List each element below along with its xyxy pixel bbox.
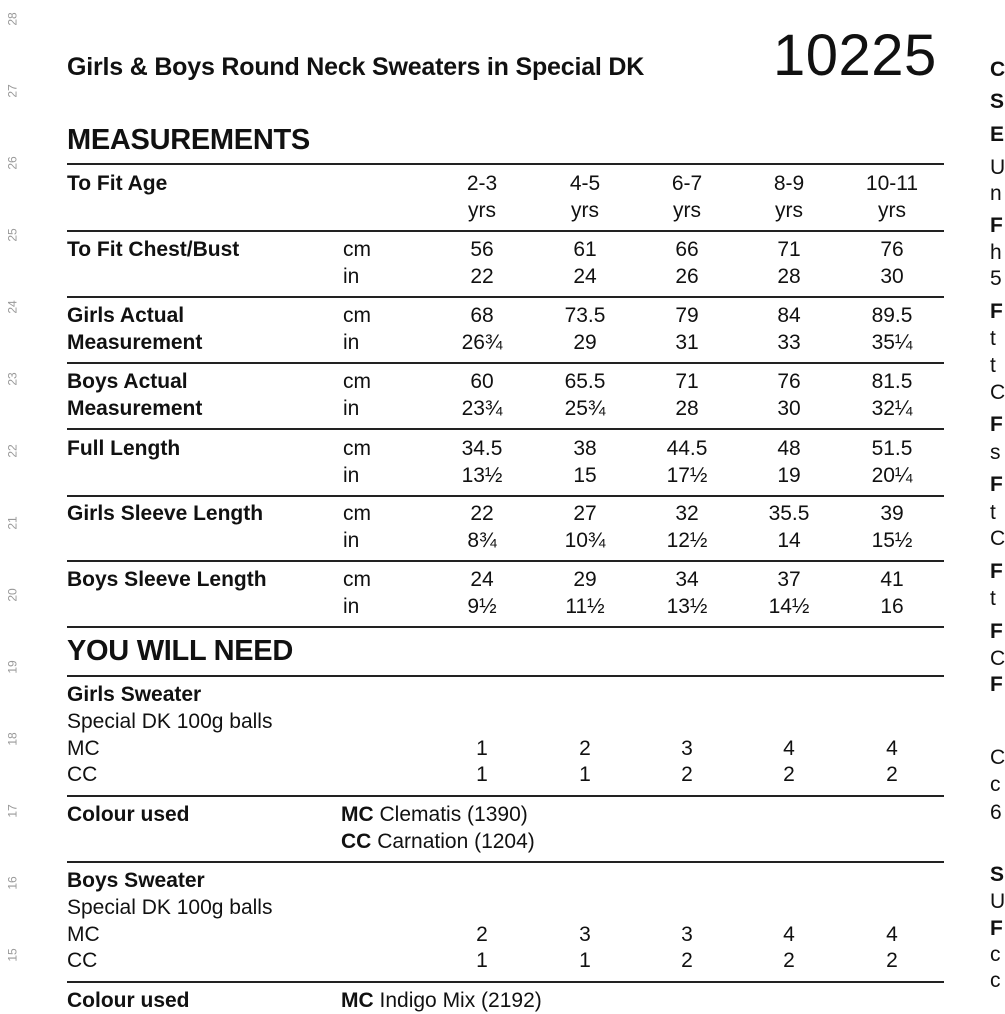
pattern-title: Girls & Boys Round Neck Sweaters in Special DK	[67, 53, 645, 81]
right-column-letter: C	[990, 746, 1005, 769]
cc-quantity: 2	[681, 949, 693, 972]
unit-in: in	[343, 464, 360, 487]
right-column-letter: S	[990, 863, 1005, 886]
ruler-label: 20	[5, 588, 20, 602]
right-column-letter: c	[990, 773, 1001, 796]
row-label: Measurement	[67, 397, 203, 420]
right-column-letter: S	[990, 90, 1005, 113]
divider	[67, 981, 944, 983]
cc-colour-name: Carnation (1204)	[377, 830, 535, 853]
cc-quantity: 1	[476, 949, 488, 972]
divider	[67, 495, 944, 497]
in-value: 8¾	[467, 529, 497, 552]
cm-value: 76	[880, 238, 904, 261]
right-column-letter: n	[990, 182, 1002, 205]
in-value: 15½	[871, 529, 913, 552]
cc-quantity: 2	[681, 763, 693, 786]
mc-quantity: 2	[579, 737, 591, 760]
girls-colour-label: Colour used	[67, 803, 190, 826]
right-column-letter: t	[990, 587, 996, 610]
right-column-letter: c	[990, 969, 1001, 992]
mc-quantity: 4	[886, 737, 898, 760]
age-value: 6-7	[671, 172, 703, 195]
ruler-label: 19	[5, 660, 20, 674]
mc-quantity: 1	[476, 737, 488, 760]
ruler-label: 26	[5, 156, 20, 170]
right-column-letter: t	[990, 354, 996, 377]
girls-mc-colour	[341, 802, 528, 828]
mc-quantity: 3	[681, 737, 693, 760]
row-label: To Fit Chest/Bust	[67, 238, 240, 261]
row-label: Girls Actual	[67, 304, 185, 327]
cm-value: 73.5	[564, 304, 606, 327]
in-value: 31	[675, 331, 699, 354]
unit-cm: cm	[343, 304, 371, 327]
in-value: 25¾	[564, 397, 606, 420]
cm-value: 44.5	[666, 437, 708, 460]
in-value: 12½	[666, 529, 708, 552]
in-value: 14½	[768, 595, 810, 618]
right-column-letter: s	[990, 441, 1001, 464]
cc-quantity: 2	[886, 949, 898, 972]
age-value: 10-11	[865, 172, 919, 195]
cm-value: 37	[777, 568, 801, 591]
right-column-letter: C	[990, 58, 1005, 81]
ruler-label: 15	[5, 948, 20, 962]
divider	[67, 626, 944, 628]
girls-mc-label: MC	[67, 737, 100, 760]
mc-colour-name: Clematis (1390)	[379, 803, 528, 826]
boys-cc-label: CC	[67, 949, 98, 972]
cc-quantity: 1	[476, 763, 488, 786]
mc-colour-name: Indigo Mix (2192)	[379, 989, 542, 1012]
right-column-letter: t	[990, 501, 996, 524]
boys-colour-label: Colour used	[67, 989, 190, 1012]
in-value: 33	[777, 331, 801, 354]
cc-quantity: 1	[579, 949, 591, 972]
unit-cm: cm	[343, 502, 371, 525]
pattern-number: 10225	[773, 23, 937, 88]
age-value: 8-9	[773, 172, 805, 195]
in-value: 35¼	[871, 331, 913, 354]
mc-quantity: 3	[579, 923, 591, 946]
girls-yarn: Special DK 100g balls	[67, 710, 273, 733]
cm-value: 32	[675, 502, 699, 525]
cc-quantity: 2	[783, 763, 795, 786]
divider	[67, 560, 944, 562]
in-value: 9½	[467, 595, 497, 618]
divider	[67, 362, 944, 364]
unit-cm: cm	[343, 370, 371, 393]
cm-value: 66	[675, 238, 699, 261]
cm-value: 56	[470, 238, 494, 261]
mc-quantity: 4	[886, 923, 898, 946]
right-column-letter: 5	[990, 267, 1002, 290]
cm-value: 29	[573, 568, 597, 591]
divider	[67, 230, 944, 232]
mc-quantity: 3	[681, 923, 693, 946]
girls-sweater-title: Girls Sweater	[67, 683, 202, 706]
unit-cm: cm	[343, 238, 371, 261]
divider	[67, 296, 944, 298]
cm-value: 34.5	[461, 437, 503, 460]
cm-value: 38	[573, 437, 597, 460]
right-column-letter: t	[990, 327, 996, 350]
boys-sweater-title: Boys Sweater	[67, 869, 205, 892]
in-value: 14	[777, 529, 801, 552]
mc-code: MC	[341, 803, 374, 826]
row-label: Measurement	[67, 331, 203, 354]
in-value: 28	[777, 265, 801, 288]
cm-value: 61	[573, 238, 597, 261]
cm-value: 76	[777, 370, 801, 393]
age-value: 4-5	[569, 172, 601, 195]
girls-cc-label: CC	[67, 763, 98, 786]
unit-in: in	[343, 331, 360, 354]
in-value: 11½	[565, 595, 605, 618]
cm-value: 34	[675, 568, 699, 591]
right-column-letter: F	[990, 673, 1003, 696]
in-value: 13½	[666, 595, 708, 618]
in-value: 22	[470, 265, 494, 288]
ruler-label: 18	[5, 732, 20, 746]
cc-quantity: 1	[579, 763, 591, 786]
right-column-letter: F	[990, 413, 1003, 436]
in-value: 26¾	[461, 331, 503, 354]
cm-value: 79	[675, 304, 699, 327]
right-column-letter: C	[990, 527, 1005, 550]
mc-quantity: 4	[783, 737, 795, 760]
mc-quantity: 2	[476, 923, 488, 946]
row-label: Girls Sleeve Length	[67, 502, 264, 525]
cm-value: 41	[880, 568, 904, 591]
in-value: 23¾	[461, 397, 503, 420]
in-value: 30	[880, 265, 904, 288]
ruler-label: 17	[5, 804, 20, 818]
right-column-letter: U	[990, 156, 1005, 179]
unit-in: in	[343, 529, 360, 552]
page-ruler	[0, 0, 34, 1000]
unit-in: in	[343, 265, 360, 288]
in-value: 24	[573, 265, 597, 288]
cm-value: 27	[573, 502, 597, 525]
ruler-label: 23	[5, 372, 20, 386]
divider	[67, 861, 944, 863]
cm-value: 60	[470, 370, 494, 393]
right-column-letter: F	[990, 917, 1003, 940]
age-unit: yrs	[878, 199, 906, 222]
right-column-letter: c	[990, 943, 1001, 966]
right-column-letter: 6	[990, 801, 1002, 824]
divider	[67, 163, 944, 165]
in-value: 26	[675, 265, 699, 288]
right-column-letter: F	[990, 300, 1003, 323]
cc-quantity: 2	[886, 763, 898, 786]
ruler-label: 25	[5, 228, 20, 242]
boys-mc-label: MC	[67, 923, 100, 946]
divider	[67, 675, 944, 677]
cm-value: 48	[777, 437, 801, 460]
right-column-letter: h	[990, 241, 1002, 264]
age-unit: yrs	[775, 199, 803, 222]
in-value: 15	[573, 464, 597, 487]
unit-in: in	[343, 397, 360, 420]
divider	[67, 428, 944, 430]
age-unit: yrs	[673, 199, 701, 222]
age-label: To Fit Age	[67, 172, 168, 195]
age-unit: yrs	[571, 199, 599, 222]
row-label: Full Length	[67, 437, 181, 460]
ruler-label: 28	[5, 12, 20, 26]
ruler-label: 22	[5, 444, 20, 458]
mc-code: MC	[341, 989, 374, 1012]
in-value: 32¼	[871, 397, 913, 420]
cm-value: 71	[675, 370, 699, 393]
in-value: 29	[573, 331, 597, 354]
ruler-label: 24	[5, 300, 20, 314]
in-value: 16	[880, 595, 904, 618]
cm-value: 24	[470, 568, 494, 591]
unit-in: in	[343, 595, 360, 618]
right-column-letter: C	[990, 381, 1005, 404]
in-value: 30	[777, 397, 801, 420]
right-column-letter: F	[990, 214, 1003, 237]
age-unit: yrs	[468, 199, 496, 222]
right-column-letter: F	[990, 473, 1003, 496]
right-column-letter: C	[990, 647, 1005, 670]
cm-value: 35.5	[768, 502, 810, 525]
mc-quantity: 4	[783, 923, 795, 946]
row-label: Boys Actual	[67, 370, 188, 393]
unit-cm: cm	[343, 437, 371, 460]
cm-value: 51.5	[871, 437, 913, 460]
cc-code: CC	[341, 830, 372, 853]
cm-value: 39	[880, 502, 904, 525]
age-value: 2-3	[466, 172, 498, 195]
cm-value: 68	[470, 304, 494, 327]
in-value: 19	[777, 464, 801, 487]
girls-cc-colour	[341, 829, 535, 855]
measurements-heading: MEASUREMENTS	[67, 124, 310, 156]
boys-yarn: Special DK 100g balls	[67, 896, 273, 919]
in-value: 10¾	[564, 529, 606, 552]
in-value: 28	[675, 397, 699, 420]
ruler-label: 21	[5, 516, 20, 530]
you-will-need-heading: YOU WILL NEED	[67, 635, 293, 667]
boys-mc-colour	[341, 988, 542, 1014]
cm-value: 89.5	[871, 304, 913, 327]
cm-value: 84	[777, 304, 801, 327]
row-label: Boys Sleeve Length	[67, 568, 267, 591]
divider	[67, 795, 944, 797]
cm-value: 22	[470, 502, 494, 525]
unit-cm: cm	[343, 568, 371, 591]
ruler-label: 16	[5, 876, 20, 890]
cc-quantity: 2	[783, 949, 795, 972]
right-column-letter: E	[990, 123, 1005, 146]
in-value: 17½	[666, 464, 708, 487]
right-column-letter: F	[990, 620, 1003, 643]
ruler-label: 27	[5, 84, 20, 98]
in-value: 20¼	[871, 464, 913, 487]
right-column-letter: F	[990, 560, 1003, 583]
in-value: 13½	[461, 464, 503, 487]
cm-value: 81.5	[871, 370, 913, 393]
cm-value: 65.5	[564, 370, 606, 393]
right-column-letter: U	[990, 890, 1005, 913]
cm-value: 71	[777, 238, 801, 261]
